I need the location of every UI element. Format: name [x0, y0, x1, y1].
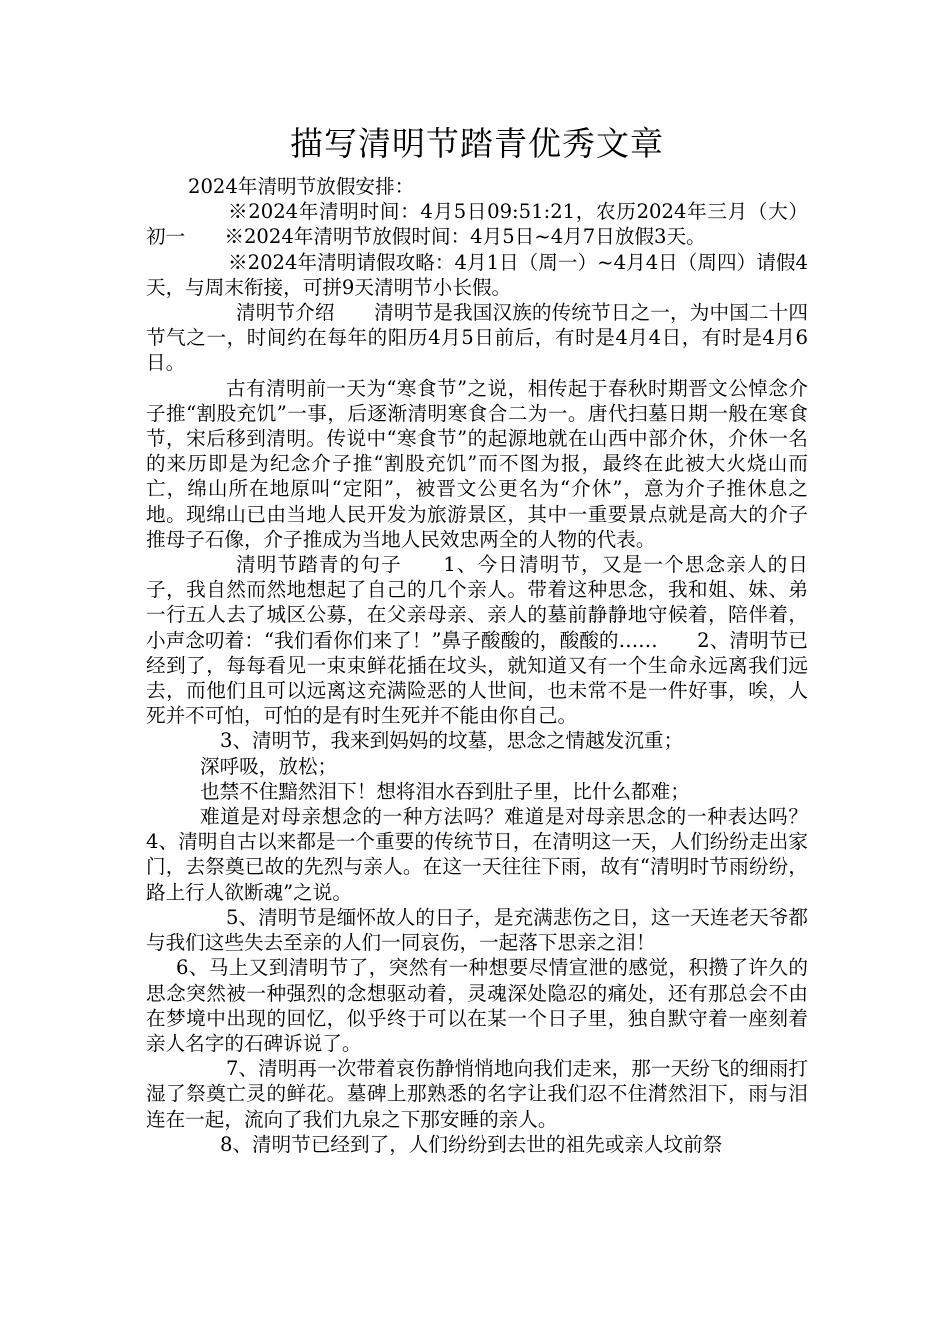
- paragraph: 难道是对母亲想念的一种方法吗？难道是对母亲思念的一种表达吗？ 4、清明自古以来都是一个重要的传统节日，在清明这一天，人们纷纷走出家门，去祭奠已故的先烈与亲人。在这一天往往下雨，故有“清明时节雨纷纷，路上行人欲断魂”之说。: [146, 805, 848, 904]
- paragraph: 深呼吸，放松；: [200, 754, 338, 778]
- paragraph: 2024年清明节放假安排：: [188, 175, 415, 198]
- paragraph: 8、清明节已经到了，人们纷纷到去世的祖先或亲人坟前祭: [220, 1132, 723, 1156]
- paragraph: 5、清明节是缅怀故人的日子，是充满悲伤之日，这一天连老天爷都与我们这些失去至亲的人们一同哀伤，一起落下思亲之泪！: [146, 905, 808, 955]
- paragraph: 古有清明前一天为“寒食节”之说，相传起于春秋时期晋文公悼念介子推“割股充饥”一事，后逐渐清明寒食合二为一。唐代扫墓日期一般在寒食节，宋后移到清明。传说中“寒食节”的起源地就在山西中部介休，介休一名的来历即是为纪念介子推“割股充饥”而不图为报，最终在此被大火烧山而亡，绵山所在地原叫“定阳”，被晋文公更名为“介休”，意为介子推休息之地。现绵山已由当地人民开发为旅游景区，其中一重要景点就是高大的介子推母子石像，介子推成为当地人民效忠两全的人物的代表。: [146, 376, 808, 551]
- paragraph: 3、清明节，我来到妈妈的坟墓，思念之情越发沉重；: [220, 729, 684, 753]
- paragraph: 7、清明再一次带着哀伤静悄悄地向我们走来，那一天纷飞的细雨打湿了祭奠亡灵的鲜花。墓碑上那熟悉的名字让我们忍不住潸然泪下，雨与泪连在一起，流向了我们九泉之下那安睡的亲人。: [146, 1057, 808, 1131]
- paragraph: ※2024年清明时间：4月5日09:51:21，农历2024年三月（大）初一 ※2024年清明节放假时间：4月5日~4月7日放假3天。: [146, 200, 808, 249]
- paragraph: 清明节踏青的句子 1、今日清明节，又是一个思念亲人的日子，我自然而然地想起了自己的几个亲人。带着这种思念，我和姐、妹、弟一行五人去了城区公募，在父亲母亲、亲人的墓前静静地守候着，陪伴着，小声念叨着：“我们看你们来了！”鼻子酸酸的，酸酸的…… 2、清明节已经到了，每每看见一束束鲜花插在坟头，就知道又有一个生命永远离我们远去，而他们且可以远离这充满险恶的人世间，也未常不是一件好事，唉，人死并不可怕，可怕的是有时生死并不能由你自己。: [146, 553, 808, 728]
- paragraph: 也禁不住黯然泪下！想将泪水吞到肚子里，比什么都难；: [200, 779, 690, 803]
- paragraph: 清明节介绍 清明节是我国汉族的传统节日之一，为中国二十四节气之一，时间约在每年的阳历4月5日前后，有时是4月4日，有时是4月6日。: [146, 301, 808, 375]
- paragraph: 6、马上又到清明节了，突然有一种想要尽情宣泄的感觉，积攒了许久的思念突然被一种强烈的念想驱动着，灵魂深处隐忍的痛处，还有那总会不由在梦境中出现的回忆，似乎终于可以在某一个日子里，独自默守着一座刻着亲人名字的石碑诉说了。: [146, 956, 808, 1055]
- document-title: 描写清明节踏青优秀文章: [290, 124, 664, 163]
- paragraph: ※2024年清明请假攻略：4月1日（周一）~4月4日（周四）请假4天，与周末衔接，可拼9天清明节小长假。: [146, 250, 808, 299]
- document-body: [146, 174, 848, 1157]
